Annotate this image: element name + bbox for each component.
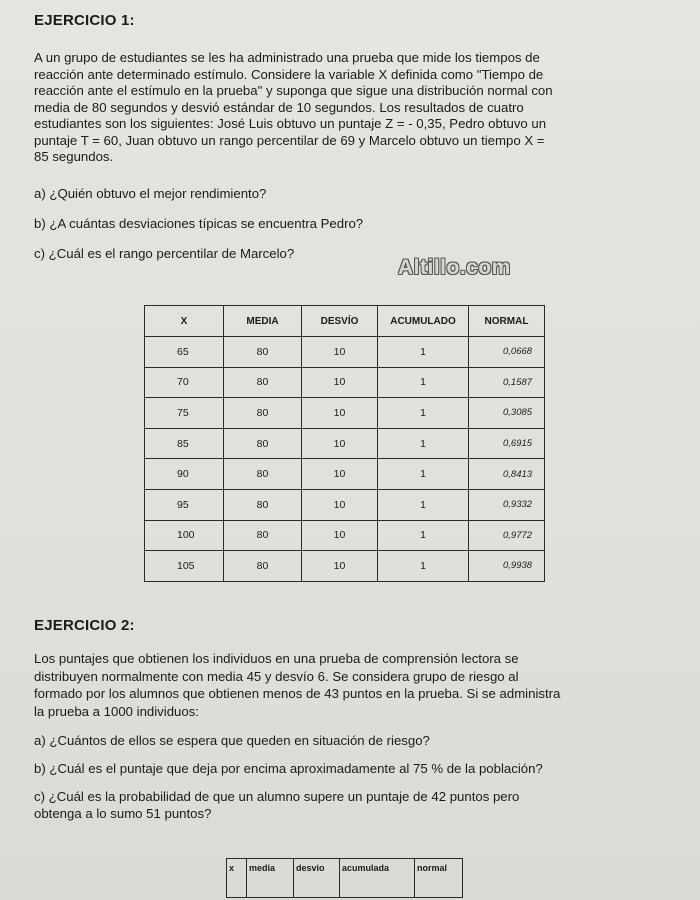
cell-x: 95 xyxy=(145,489,224,520)
cell-media: 80 xyxy=(224,551,302,582)
cell-desvio: 10 xyxy=(302,520,378,551)
cell-normal: 0,0668 xyxy=(469,337,545,368)
cell-x: 85 xyxy=(145,428,224,459)
header-normal: NORMAL xyxy=(469,306,545,337)
header-desvio: desvio xyxy=(294,859,340,898)
table-row xyxy=(145,459,545,490)
statement-line: puntaje T = 60, Juan obtuvo un rango percentilar de 69 y Marcelo obtuvo un tiempo X = xyxy=(34,132,545,148)
cell-acumulado: 1 xyxy=(378,520,469,551)
question-a: a) ¿Quién obtuvo el mejor rendimiento? xyxy=(34,186,267,201)
cell-normal: 0,9938 xyxy=(469,551,545,582)
statement-line: A un grupo de estudiantes se les ha administrado una prueba que mide los tiempos de xyxy=(34,50,540,65)
table-row xyxy=(145,489,545,520)
cell-desvio: 10 xyxy=(302,367,378,398)
cell-acumulado: 1 xyxy=(378,551,469,582)
statement-line: media de 80 segundos y desvió estándar de 10 segundos. Los resultados de cuatro xyxy=(34,99,524,115)
cell-x: 65 xyxy=(145,337,224,368)
cell-media: 80 xyxy=(224,520,302,551)
header-desvio: DESVÍO xyxy=(302,306,378,337)
header-x: X xyxy=(145,306,224,337)
exercise-2-title: EJERCICIO 2: xyxy=(34,617,135,634)
normal-distribution-table xyxy=(144,305,545,582)
table-header-row xyxy=(227,859,463,898)
cell-acumulado: 1 xyxy=(378,489,469,520)
statement-line: estudiantes son los siguientes: José Luis obtuvo un puntaje Z = - 0,35, Pedro obtuvo un xyxy=(34,116,547,131)
cell-desvio: 10 xyxy=(302,551,378,582)
cell-normal: 0,8413 xyxy=(469,459,545,490)
table-row xyxy=(145,520,545,551)
exercise-1-title: EJERCICIO 1: xyxy=(34,12,135,29)
question-a: a) ¿Cuántos de ellos se espera que queden en situación de riesgo? xyxy=(34,733,430,748)
cell-desvio: 10 xyxy=(302,489,378,520)
cell-normal: 0,3085 xyxy=(469,398,545,429)
cell-normal: 0,9772 xyxy=(469,520,545,551)
cell-media: 80 xyxy=(224,489,302,520)
header-acumulada: acumulada xyxy=(340,859,415,898)
header-x: x xyxy=(227,859,247,898)
question-c-line: c) ¿Cuál es la probabilidad de que un alumno supere un puntaje de 42 puntos pero xyxy=(34,789,520,804)
cell-normal: 0,1587 xyxy=(469,367,545,398)
question-c-line: obtenga a lo sumo 51 puntos? xyxy=(34,805,212,821)
cell-desvio: 10 xyxy=(302,459,378,490)
table-row xyxy=(145,398,545,429)
cell-acumulado: 1 xyxy=(378,367,469,398)
cell-acumulado: 1 xyxy=(378,428,469,459)
header-acumulado: ACUMULADO xyxy=(378,306,469,337)
header-media: media xyxy=(247,859,294,898)
header-media: MEDIA xyxy=(224,306,302,337)
statement-line: distribuyen normalmente con media 45 y desvío 6. Se considera grupo de riesgo al xyxy=(34,668,519,684)
cell-acumulado: 1 xyxy=(378,459,469,490)
statement-line: reacción ante el estímulo en la prueba" y suponga que sigue una distribución normal con xyxy=(34,83,553,98)
cell-acumulado: 1 xyxy=(378,337,469,368)
statement-line: reacción ante determinado estímulo. Considere la variable X definida como "Tiempo de xyxy=(34,66,544,82)
cell-media: 80 xyxy=(224,367,302,398)
cell-desvio: 10 xyxy=(302,337,378,368)
cell-desvio: 10 xyxy=(302,398,378,429)
answer-table xyxy=(226,858,463,898)
cell-acumulado: 1 xyxy=(378,398,469,429)
statement-line: formado por los alumnos que obtienen menos de 43 puntos en la prueba. Si se administra xyxy=(34,686,561,701)
cell-media: 80 xyxy=(224,398,302,429)
question-b: b) ¿A cuántas desviaciones típicas se encuentra Pedro? xyxy=(34,216,364,231)
cell-x: 70 xyxy=(145,367,224,398)
cell-x: 105 xyxy=(145,551,224,582)
table-header-row xyxy=(145,306,545,337)
cell-normal: 0,6915 xyxy=(469,428,545,459)
question-c: c) ¿Cuál es el rango percentilar de Marcelo? xyxy=(34,246,295,261)
header-normal: normal xyxy=(415,859,463,898)
cell-media: 80 xyxy=(224,428,302,459)
table-row xyxy=(145,551,545,582)
statement-line: Los puntajes que obtienen los individuos en una prueba de comprensión lectora se xyxy=(34,651,519,666)
cell-x: 90 xyxy=(145,459,224,490)
cell-desvio: 10 xyxy=(302,428,378,459)
question-b: b) ¿Cuál es el puntaje que deja por encima aproximadamente al 75 % de la población? xyxy=(34,761,543,776)
cell-normal: 0,9332 xyxy=(469,489,545,520)
cell-x: 75 xyxy=(145,398,224,429)
cell-x: 100 xyxy=(145,520,224,551)
watermark: Altillo.com xyxy=(398,256,511,279)
cell-media: 80 xyxy=(224,459,302,490)
statement-line: la prueba a 1000 individuos: xyxy=(34,703,199,719)
table-row xyxy=(145,337,545,368)
cell-media: 80 xyxy=(224,337,302,368)
table-row xyxy=(145,367,545,398)
statement-line: 85 segundos. xyxy=(34,149,114,164)
table-row xyxy=(145,428,545,459)
